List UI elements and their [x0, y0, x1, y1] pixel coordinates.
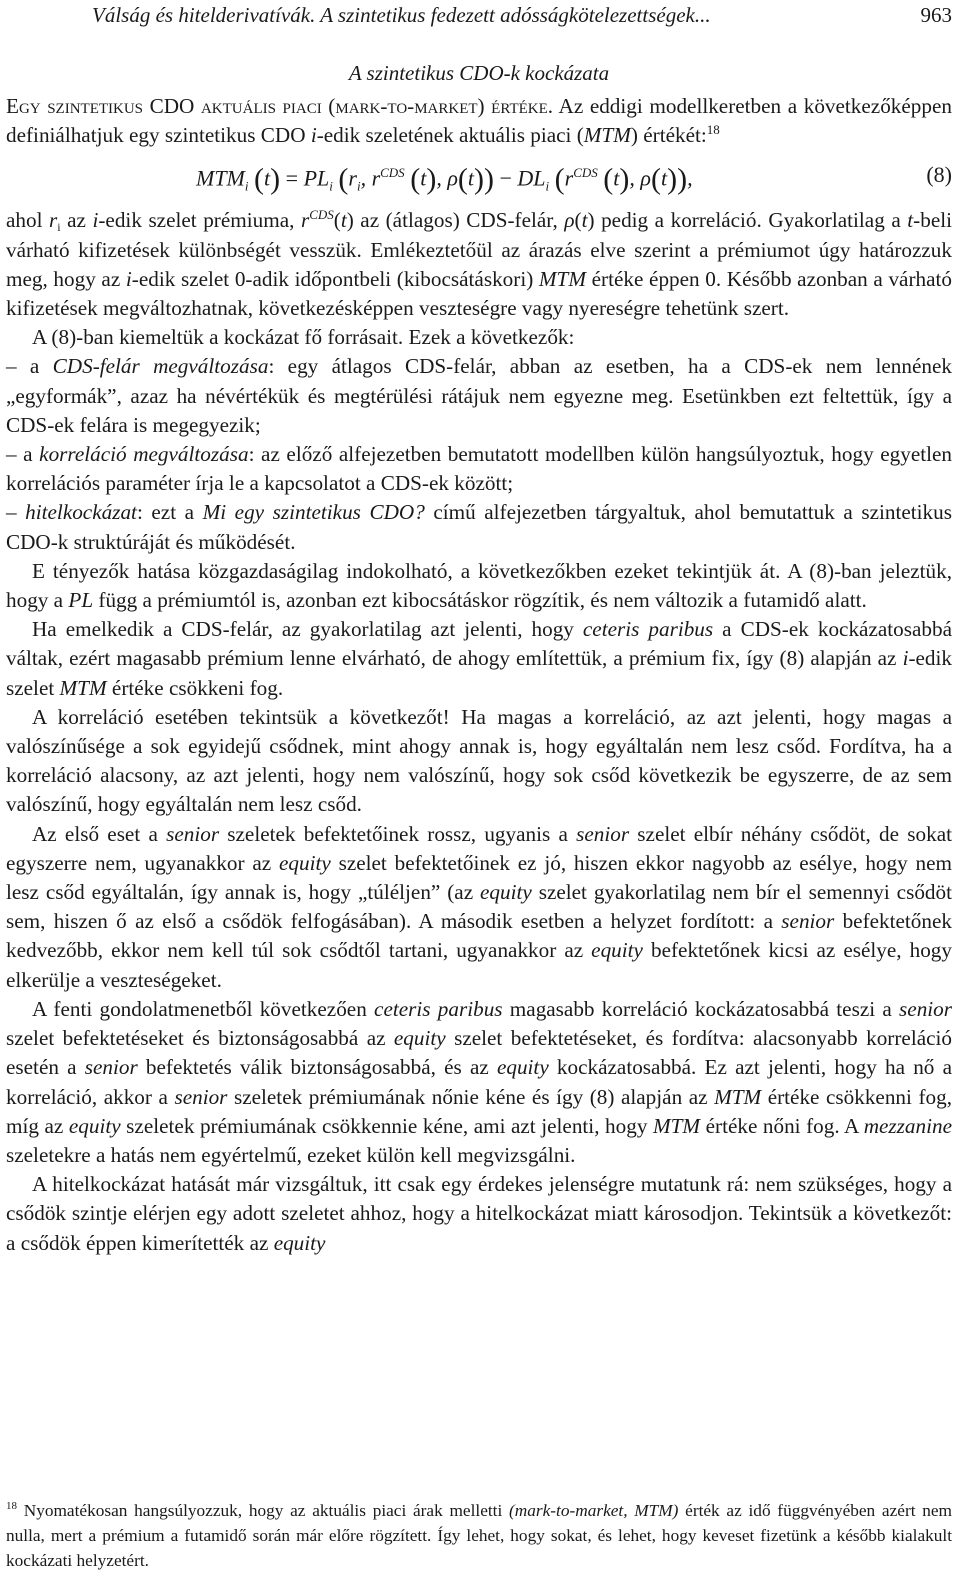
footnote-marker[interactable]: 18: [706, 122, 720, 138]
text-italic: korreláció megváltozása: [39, 442, 249, 467]
cross-reference[interactable]: Mi egy szintetikus CDO?: [202, 500, 425, 525]
eq-paren: ): [270, 162, 281, 196]
list-item: [6, 498, 952, 556]
list-dash: – a: [6, 442, 40, 467]
text: értéke csökkeni fog.: [106, 675, 284, 700]
eq-sub: i: [329, 179, 333, 195]
text-italic: MTM: [714, 1084, 762, 1109]
text: befektetés válik biztonságosabbá, és az: [137, 1055, 497, 1080]
eq-paren: (: [650, 162, 661, 196]
eq-minus: −: [499, 165, 512, 191]
text: szelet befektetéseket, és fordítva: alacsonyabb korreláció esetén a: [6, 1026, 952, 1080]
equation-body: $MTM_i$ $(t) = PL_i$ ($r_i$, $r^{CDS}$ (t), $\rho(t)) - DL_i$ ($r^{CDS}$ (t), ρ(t)),: [196, 162, 693, 196]
footnote-number: 18: [6, 1500, 17, 1512]
text: szeletek prémiumának csökkennie kéne, ami azt jelenti, hogy: [120, 1113, 653, 1138]
text: szeletek befektetőinek rossz, ugyanis a: [219, 821, 577, 846]
text-italic: MTM: [583, 123, 631, 148]
running-title: Válság és hitelderivatívák. A szintetikus fedezett adósságkötelezettségek...: [92, 3, 711, 27]
text-italic: senior: [166, 821, 220, 846]
text: A hitelkockázat hatását már vizsgáltuk, itt csak egy érdekes jelenségre mutatunk rá: nem szükséges, hogy a csődök szintje elérjen egy adott szeletet ahhoz, hogy a hitelkockázat miatt károsodjon. Tekintsük a következőt: a csődök éppen kimerítették az: [6, 1172, 952, 1255]
text-italic: MTM: [59, 675, 107, 700]
text-italic: ρ: [564, 208, 575, 233]
text: ) értékét:: [630, 123, 707, 148]
text-italic: (mark-to-market, MTM): [509, 1500, 679, 1520]
list-item: [6, 440, 952, 498]
footnote: [6, 1494, 952, 1573]
equation-8: [6, 150, 952, 206]
text-italic: ceteris paribus: [374, 996, 503, 1021]
text: -edik szelet prémiuma,: [98, 208, 301, 233]
eq-equals: =: [285, 165, 299, 191]
text: szelet befektetéseket és biztonságosabbá az: [6, 1026, 394, 1051]
list-dash: –: [6, 500, 26, 525]
text-italic: senior: [899, 996, 953, 1021]
eq-paren: )): [667, 162, 688, 196]
text: című alfejezetben tárgyaltuk, ahol bemutattuk a szintetikus CDO-k struktúráját és működését.: [6, 500, 952, 554]
text: ) az (átlagos) CDS-felár,: [346, 208, 565, 233]
eq-var: t: [467, 165, 474, 191]
eq-paren: (: [410, 162, 421, 196]
text: szelet befektetőinek ez jó, hiszen ekkor nagyobb az esélye, hogy nem lesz csőd egyáltalán, így annak is, hogy „túléljen” (az: [6, 850, 952, 905]
eq-sup: CDS: [380, 165, 405, 181]
text-italic: equity: [273, 1230, 326, 1255]
body-text: [6, 92, 952, 1258]
text: (: [574, 208, 582, 233]
superscript: CDS: [309, 207, 334, 223]
text: Az első eset a: [32, 821, 167, 846]
eq-var: t: [264, 165, 271, 191]
text-italic: senior: [576, 821, 630, 846]
text: a CDS-ek kockázatosabbá váltak, ezért magasabb prémium lenne elvárható, de ahogy említettük, a prémium fix, így (8) alapján az: [6, 617, 952, 671]
eq-paren: (: [554, 162, 565, 196]
text: E tényezők hatása közgazdaságilag indokolható, a következőkben ezeket tekintjük át. A (8)-ban jeleztük, hogy a: [6, 558, 952, 613]
text-italic: equity: [480, 880, 532, 905]
paragraph: A (8)-ban kiemeltük a kockázat fő forrásait. Ezek a következők:: [32, 325, 575, 350]
text-italic: i: [310, 123, 317, 148]
text-italic: equity: [279, 850, 331, 875]
text: szeletek prémiumának nőnie kéne és így (8) alapján az: [227, 1084, 715, 1109]
eq-sub: i: [244, 179, 249, 195]
text-italic: equity: [496, 1055, 549, 1080]
text: ) pedig a korreláció. Gyakorlatilag a: [587, 208, 908, 233]
text: az: [60, 208, 93, 233]
text-italic: equity: [393, 1026, 446, 1051]
list-dash: – a: [6, 354, 53, 379]
text-italic: ceteris paribus: [582, 617, 714, 642]
eq-mtm: MTM: [196, 165, 245, 191]
text-italic: senior: [84, 1055, 138, 1080]
text-italic: i: [92, 208, 99, 233]
eq-pl: PL: [303, 165, 330, 191]
text: -beli várható kifizetések különbségét vesszük. Emlékeztetőül az árazás elve szerint a prémiumot úgy határozzuk meg, hogy az: [6, 208, 952, 291]
text: -edik szelet 0-adik időpontbeli (kibocsátáskori): [131, 266, 539, 291]
run-in-heading-cdo: CDO: [149, 94, 195, 118]
eq-var: r: [564, 165, 574, 191]
text-italic: MTM: [538, 266, 586, 291]
eq-paren: ): [426, 162, 437, 196]
text-italic: senior: [781, 909, 835, 934]
text: szelet gyakorlatilag nem bír el semennyi csődöt sem, hiszen ő az első a csődök felfogásában). A második esetben a helyzet fordított: a: [6, 880, 953, 934]
text: értéke nőni fog. A: [700, 1113, 864, 1138]
text: Az eddigi modellkeretben a következőképpen definiálhatjuk egy szintetikus CDO: [6, 94, 952, 148]
paragraph: A korreláció esetében tekintsük a következőt! Ha magas a korreláció, az azt jelenti, hogy magas a valószínűsége a sok egyidejű csődnek, mint ahogy annak is, hogy egyáltalán nem lesz csőd. Fordítva, ha a korreláció alacsony, az azt jelenti, hogy nem valószínű, hogy sok csőd következik be egyszerre, de az sem valószínű, hogy egyáltalán nem lesz csőd.: [6, 704, 952, 817]
page-number: 963: [920, 3, 952, 27]
text: : egy átlagos CDS-felár, abban az esetben, ha a CDS-ek nem lennének „egyformák”, azaz ha névértékük és megtérülési rátájuk nem egyezne meg. Esetünkben ezt feltettük, így a CDS-ek felára is megegyezik;: [6, 354, 952, 437]
text-italic: CDS-felár megváltozása: [52, 354, 269, 379]
running-header: [6, 0, 952, 36]
text-italic: r: [49, 208, 58, 233]
text: Ha emelkedik a CDS-felár, az gyakorlatilag azt jelenti, hogy: [32, 617, 583, 642]
eq-sub: i: [356, 179, 361, 195]
text: értéke csökkenni fog, míg az: [6, 1084, 952, 1138]
text: befektetőnek kedvezőbb, ekkor nem kell túl sok csődtől tartani, ugyanakkor az: [6, 909, 952, 963]
run-in-heading: Egy szintetikus: [6, 94, 144, 118]
eq-paren: )): [474, 162, 494, 196]
text: kockázatosabbá. Ez azt jelenti, hogy ha nő a korreláció, akkor a: [6, 1055, 952, 1109]
paragraph: [6, 820, 952, 995]
text-italic: senior: [174, 1084, 228, 1109]
text: -edik szeletének aktuális piaci (: [316, 123, 584, 148]
text: -edik szelet: [6, 646, 952, 700]
text-italic: r: [300, 208, 310, 233]
paragraph: [6, 615, 952, 703]
eq-paren: (: [338, 162, 349, 196]
text: ahol: [6, 208, 50, 233]
paragraph: [6, 557, 952, 615]
text-italic: t: [907, 208, 914, 233]
section-title: A szintetikus CDO-k kockázata: [348, 61, 610, 85]
text-italic: i: [902, 646, 909, 671]
equation-number: (8): [926, 162, 952, 188]
eq-var: r: [371, 165, 381, 191]
text-italic: hitelkockázat: [25, 500, 137, 525]
subscript: i: [57, 220, 61, 235]
text: értéke éppen 0. Később azonban a várható kifizetések megváltozhatnak, következésképpen veszteségre vagy nyereségre tehetünk szert.: [6, 266, 952, 321]
text: : ezt a: [136, 500, 203, 525]
text-italic: equity: [591, 938, 643, 963]
text: (: [333, 208, 341, 233]
text-italic: mezzanine: [863, 1113, 952, 1138]
eq-var: r: [348, 165, 357, 191]
text: : az előző alfejezetben bemutatott modellben külön hangsúlyoztuk, hogy egyetlen korrelációs paraméter írja le a kapcsolatot a CDS-ek között;: [6, 442, 953, 496]
text: A fenti gondolatmenetből következően: [32, 996, 375, 1021]
text-italic: MTM: [652, 1113, 701, 1138]
eq-sup: CDS: [573, 165, 598, 181]
text: befektetőnek kicsi az esélye, hogy elkerülje a veszteségeket.: [6, 938, 952, 992]
eq-sub: i: [545, 179, 550, 195]
text-italic: equity: [68, 1113, 121, 1138]
text: függ a prémiumtól is, azonban ezt kibocsátáskor rögzítik, és nem változik a futamidő alatt.: [93, 588, 867, 613]
eq-dl: DL: [517, 165, 546, 191]
text: szeletekre a hatás nem egyértelmű, ezeket külön kell megvizsgálni.: [6, 1142, 576, 1167]
eq-paren: (: [254, 162, 265, 196]
eq-paren: (: [457, 162, 468, 196]
list-item: [6, 352, 952, 440]
eq-var: t: [613, 165, 620, 191]
text: Nyomatékosan hangsúlyozzuk, hogy az aktuális piaci árak melletti: [17, 1500, 509, 1520]
text: szelet elbír néhány csődöt, de sokat egyszerre nem, ugyanakkor az: [6, 821, 953, 875]
text-italic: t: [340, 208, 347, 233]
text-italic: t: [581, 208, 588, 233]
paragraph: [6, 206, 952, 323]
eq-var: t: [660, 165, 668, 191]
text: magasabb korreláció kockázatosabbá teszi a: [502, 996, 900, 1021]
eq-paren: (: [603, 162, 614, 196]
eq-var: t: [420, 165, 427, 191]
text: érték az idő függvényében azért nem nulla, mert a prémium a futamidő során már előre rögzített. Így lehet, hogy sokat, és lehet, hogy keveset fizetünk a később kialakult kockázati helyzetért.: [6, 1500, 952, 1570]
eq-var: ρ: [640, 165, 651, 191]
eq-var: ρ: [447, 165, 458, 191]
eq-paren: ): [619, 162, 630, 196]
paragraph: [6, 1170, 952, 1258]
paragraph: [6, 995, 952, 1170]
text-italic: PL: [68, 588, 94, 613]
paragraph: [6, 92, 952, 150]
page: [6, 0, 952, 1258]
run-in-heading-rest: aktuális piaci (mark-to-market) értéke.: [200, 94, 554, 118]
text-italic: i: [125, 266, 132, 291]
